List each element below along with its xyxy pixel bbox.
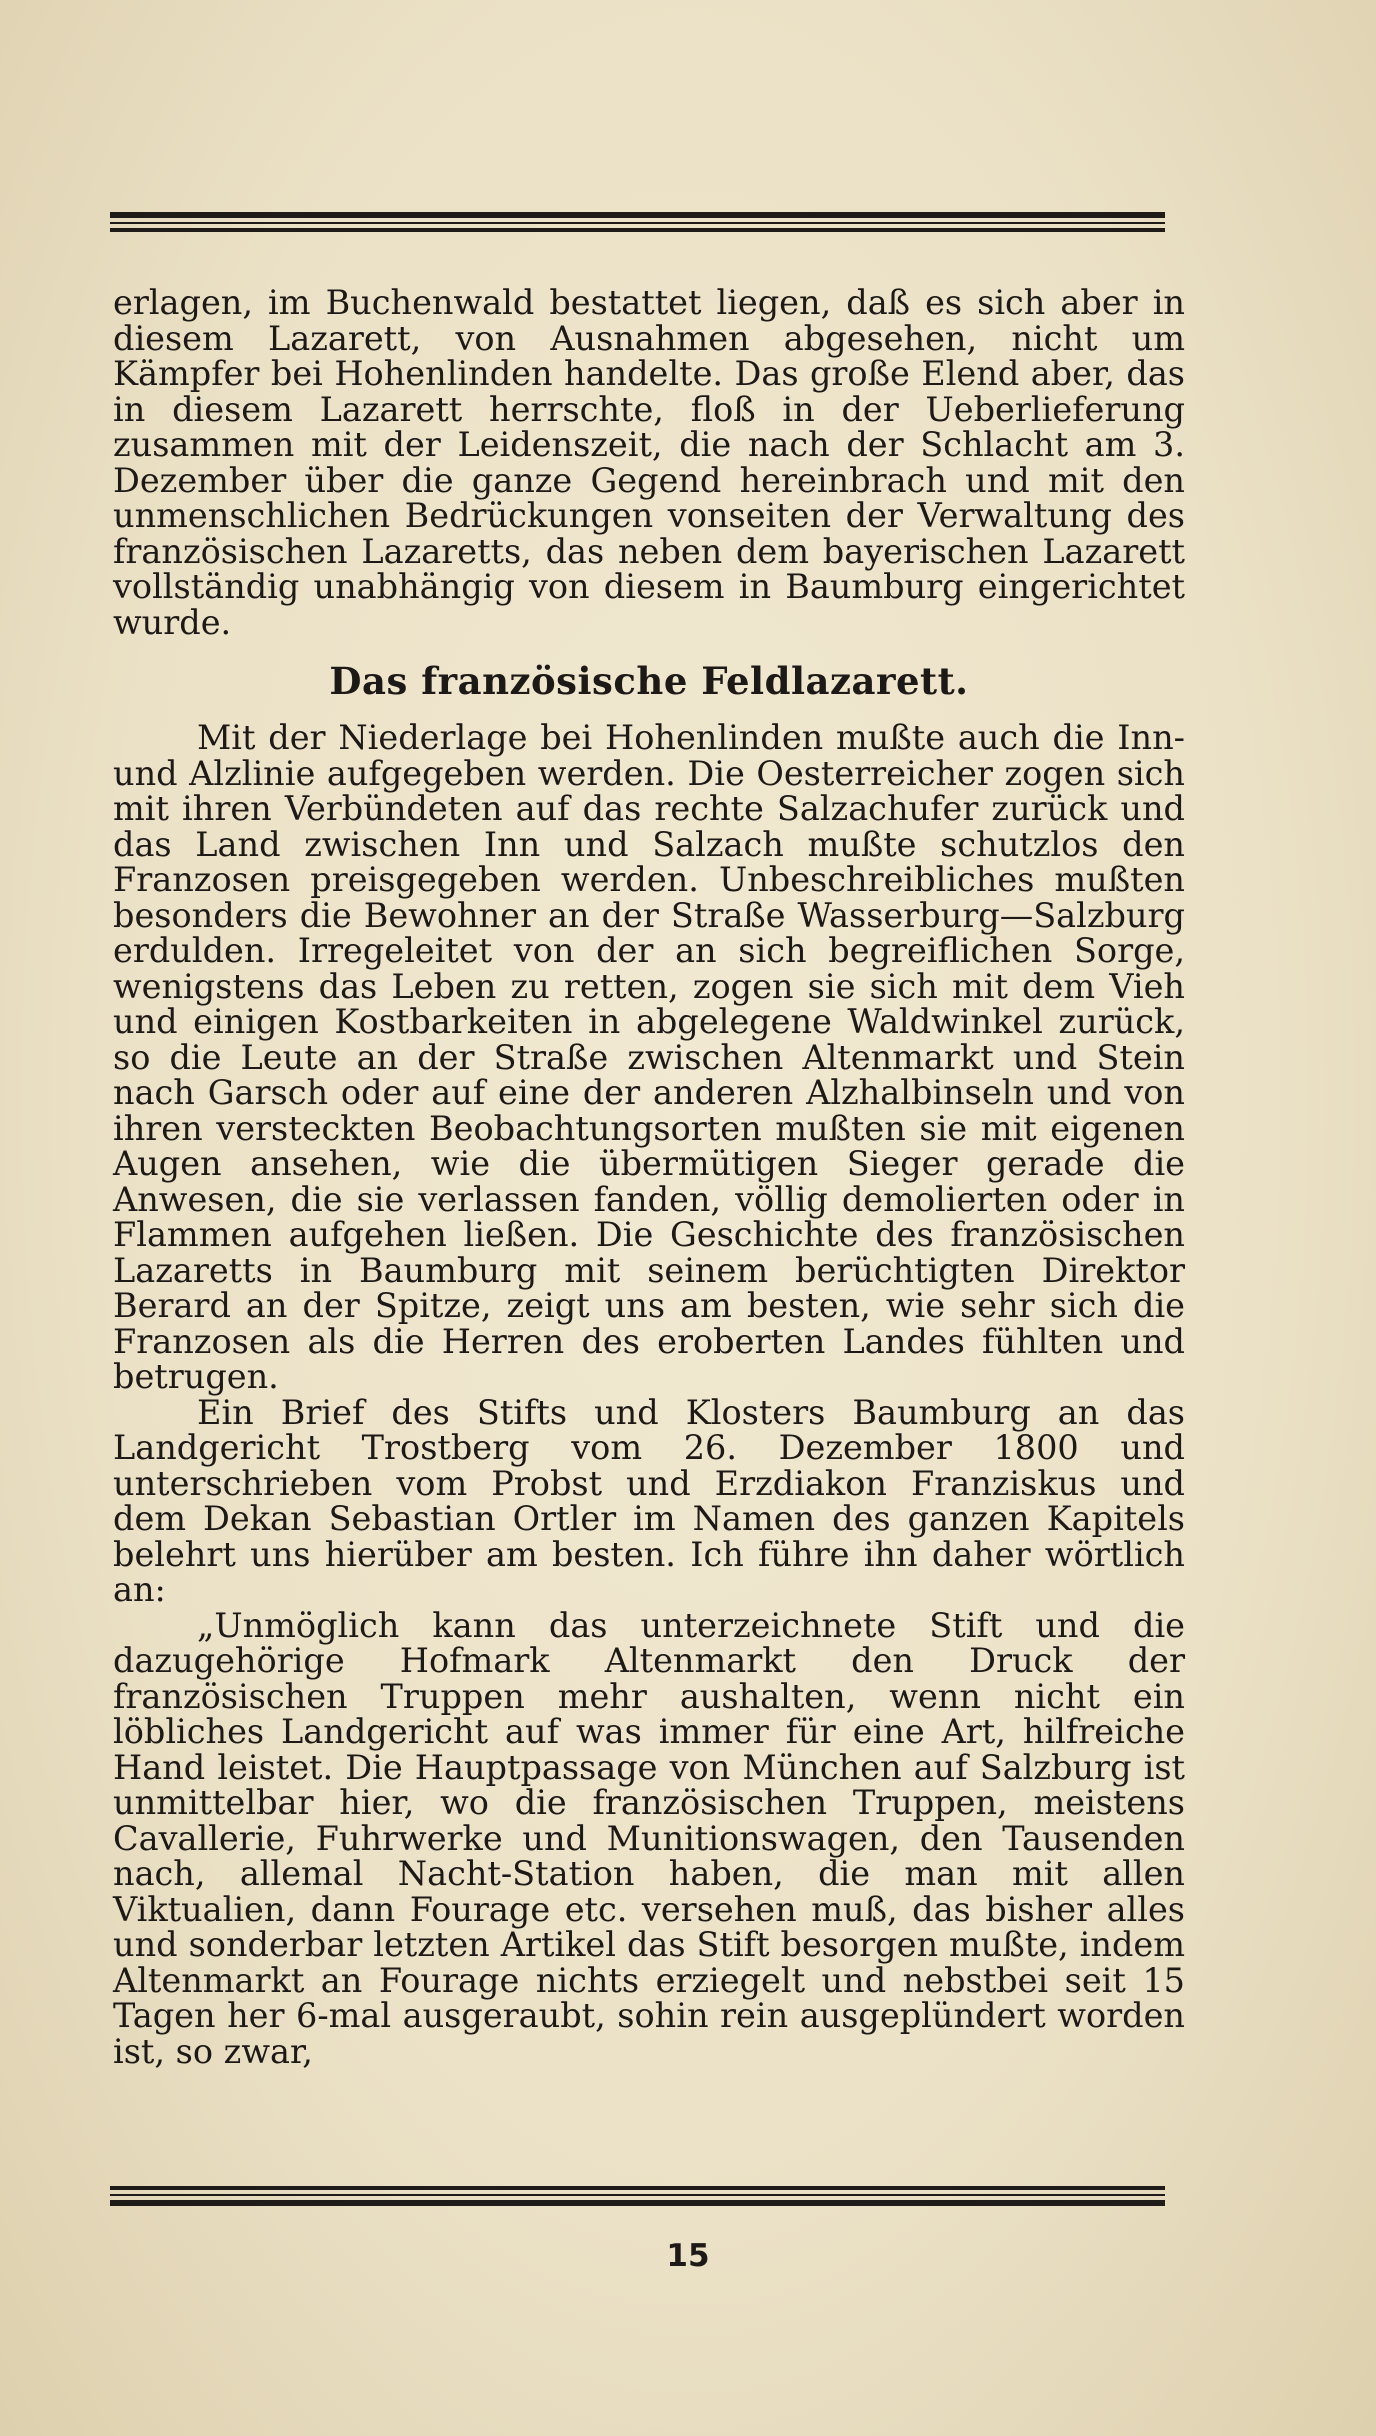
body-text <box>113 285 1185 2069</box>
paragraph: Mit der Niederlage bei Hohenlinden mußte auch die Inn- und Alzlinie aufgegeben werden. Die Oesterreicher zogen sich mit ihren Verbündeten auf das rechte Salzachufer zurück und das Land zwischen Inn und Salzach mußte schutzlos den Franzosen preisgegeben werden. Unbeschreibliches mußten besonders die Bewohner an der Straße Wasserburg—Salzburg erdulden. Irregeleitet von der an sich begreiflichen Sorge, wenigstens das Leben zu retten, zogen sie sich mit dem Vieh und einigen Kostbarkeiten in abgelegene Waldwinkel zurück, so die Leute an der Straße zwischen Altenmarkt und Stein nach Garsch oder auf eine der anderen Alzhalbinseln und von ihren versteckten Beobachtungsorten mußten sie mit eigenen Augen ansehen, wie die übermütigen Sieger gerade die Anwesen, die sie verlassen fanden, völlig demolierten oder in Flammen aufgehen ließen. Die Geschichte des französischen Lazaretts in Baumburg mit seinem berüchtigten Direktor Berard an der Spitze, zeigt uns am besten, wie sehr sich die Franzosen als die Herren des eroberten Landes fühlten und betrugen. <box>113 718 1185 1396</box>
paragraph: „Unmöglich kann das unterzeichnete Stift und die dazugehörige Hofmark Altenmarkt den Druck der französischen Truppen mehr aushalten, wenn nicht ein löbliches Landgericht auf was immer für eine Art, hilfreiche Hand leistet. Die Hauptpassage von München auf Salzburg ist unmittelbar hier, wo die französischen Truppen, meistens Cavallerie, Fuhrwerke und Munitionswagen, den Tausenden nach, allemal Nacht-Station haben, die man mit allen Viktualien, dann Fourage etc. versehen muß, das bisher alles und sonderbar letzten Artikel das Stift besorgen mußte, indem Altenmarkt an Fourage nichts erziegelt und nebstbei seit 15 Tagen her 6-mal ausgeraubt, sohin rein ausgeplündert worden ist, so zwar, <box>113 1605 1185 2071</box>
page-number: 15 <box>666 2238 710 2274</box>
section-heading: Das französische Feldlazarett. <box>329 659 969 703</box>
paragraph: Ein Brief des Stifts und Klosters Baumburg an das Landgericht Trostberg vom 26. Dezember 1800 und unterschrieben vom Probst und Erzdiakon Franziskus und dem Dekan Sebastian Ortler im Namen des ganzen Kapitels belehrt uns hierüber am besten. Ich führe ihn daher wörtlich an: <box>113 1392 1185 1609</box>
top-double-rule <box>110 212 1165 232</box>
bottom-double-rule <box>110 2186 1165 2206</box>
paragraph: erlagen, im Buchenwald bestattet liegen, daß es sich aber in diesem Lazarett, von Ausnahmen abgesehen, nicht um Kämpfer bei Hohenlinden handelte. Das große Elend aber, das in diesem Lazarett herrschte, floß in der Ueberlieferung zusammen mit der Leidenszeit, die nach der Schlacht am 3. Dezember über die ganze Gegend hereinbrach und mit den unmenschlichen Bedrückungen vonseiten der Verwaltung des französischen Lazaretts, das neben dem bayerischen Lazarett vollständig unabhängig von diesem in Baumburg eingerichtet wurde. <box>113 283 1185 642</box>
